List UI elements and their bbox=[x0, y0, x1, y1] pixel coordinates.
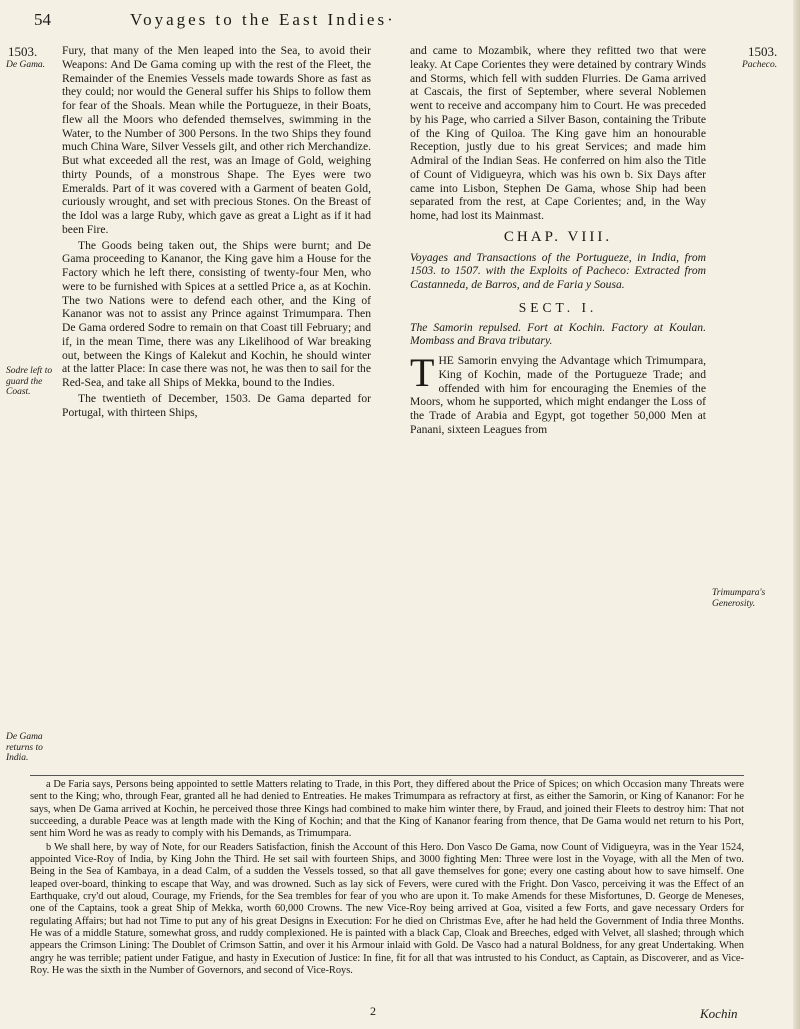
margin-note-de-gama-returns: De Gama returns to India. bbox=[6, 732, 43, 763]
margin-year-right: 1503. bbox=[748, 44, 778, 59]
margin-year-left: 1503. bbox=[8, 44, 38, 59]
right-paragraph-1: and came to Mozambik, where they refitted two that were leaky. At Cape Corientes they were detained by contrary Winds and Storms, which fell with sudden Flurries. De Gama arrived at Cascais, the first of September, where several Noblemen went to receive and accompany him to Court. He was preceded by his Page, who carried a Silver Bason, containing the Tribute of the King of Quiloa. The King gave him an honourable Reception, justly due to his great Services; and made him Admiral of the Indian Seas. He conferred on him also the Title of Count of Vidigueyra, which was his own b. Six Days after came into Lisbon, Stephen De Gama, whose Ship had been separated from the rest, at Cape Corientes; and, in the Way home, had lost its Mainmast. bbox=[410, 44, 706, 222]
margin-note-trimumpara: Trimumpara's Generosity. bbox=[712, 588, 766, 609]
left-column bbox=[62, 44, 371, 419]
section-title: The Samorin repulsed. Fort at Kochin. Factory at Koulan. Mombass and Brava tributary. bbox=[410, 320, 706, 348]
right-column bbox=[410, 44, 706, 437]
footnote-b: b We shall here, by way of Note, for our Readers Satisfaction, finish the Account of this Hero. Don Vasco De Gama, now Count of Vidigueyra, was in the Year 1524, appointed Vice-Roy of India, by King John the Third. He set sail with fourteen Ships, and 3000 fighting Men: Three were lost in the Voyage, with all the Men of two. Being in the Sea of Kambaya, in a dead Calm, of a sudden the Vessels tossed, so that all gave themselves for gone; every one casting about how to save himself. One leaped over-board, thinking to escape that Way, and was drowned. Such as lay sick of Fevers, were cured with the Fright. Don Vasco, perceiving it was the Effect of an Earthquake, cry'd out aloud, Courage, my Friends, for the Sea trembles for fear of you who are upon it. To make Amends for these Misfortunes, D. George de Meneses, one of the Captains, took a great Ship of Mekka, worth 60,000 Crowns. The new Vice-Roy being arrived at Goa, visited a few Forts, and gave necessary Orders for regulating Affairs; but had not Time to put any of his great Designs in Execution: For he died on Christmas Eve, after he had held the Government of India three Months. He was of a middle Stature, somewhat gross, and ruddy complexioned. He is painted with a black Cap, Cloak and Breeches, edged with Velvet, all slashed; through which appears the Crimson Lining: The Doublet of Crimson Sattin, and over it his Armour inlaid with Gold. De Vasco had a natural Boldness, for any great Undertaking. When angry he was terrible; patient under Fatigue, and hasty in Execution of Justice: In fine, fit for all that was intrusted to his Conduct, as Captain, as Discoverer, and as Vice-Roy. He was the sixth in the Number of Governors, and second of Vice-Roys. bbox=[30, 841, 744, 977]
margin-note-pacheco: Pacheco. bbox=[742, 60, 778, 70]
footnote-rule bbox=[30, 775, 744, 776]
signature-mark: 2 bbox=[370, 1004, 376, 1018]
right-paragraph-2 bbox=[410, 350, 706, 437]
catchword: Kochin bbox=[700, 1006, 738, 1021]
chapter-heading: CHAP. VIII. bbox=[503, 228, 613, 245]
left-paragraph-2: The Goods being taken out, the Ships were burnt; and De Gama proceeding to Kananor, the King gave him a House for the Factory which he left there, consisting of twenty-four Men, who were to be furnished with Spices at a settled Price a, as at Kochin. The two Nations were to defend each other, and the King of Kananor was not to assist any Prince against Trimumpara. Then De Gama ordered Sodre to remain on that Coast till February; and if, in the mean Time, there was any Likelihood of War breaking out, between the Kings of Kalekut and Kochin, he should winter at the latter Place: In case there was not, he was then to sail for the Red-Sea, and take all Ships of Mekka, bound to the Indies. bbox=[62, 238, 371, 389]
running-title: Voyages to the East Indies· bbox=[130, 10, 396, 29]
footnotes bbox=[30, 775, 744, 979]
page-edge bbox=[793, 0, 800, 1029]
margin-note-de-gama: De Gama. bbox=[6, 60, 46, 70]
left-paragraph-3: The twentieth of December, 1503. De Gama departed for Portugal, with thirteen Ships, bbox=[62, 391, 371, 419]
right-paragraph-2-text: HE Samorin envying the Advantage which Trimumpara, King of Kochin, made of the Portugueze Trade; and offended with him for encouraging the Enemies of the Moors, whom he supported, which might endanger the Loss of the Trade of Arabia and Egypt, got together 50,000 Men at Panani, sixteen Leagues from bbox=[410, 354, 706, 436]
section-heading: SECT. I. bbox=[518, 299, 598, 315]
margin-note-sodre: Sodre left to guard the Coast. bbox=[6, 366, 53, 397]
left-paragraph-1: Fury, that many of the Men leaped into the Sea, to avoid their Weapons: And De Gama coming up with the rest of the Fleet, the Remainder of the Enemies Vessels made towards Shore as fast as they could; nor would the General suffer his Ships to follow them for fear of the Shoals. Mean while the Portugueze, in their Boats, flew all the Moors who defended themselves, swimming in the Water, to the Number of 300 Persons. In the two Ships they found much China Ware, Silver Vessels gilt, and other rich Merchandize. But what exceeded all the rest, was an Image of Gold, weighing thirty Pounds, of a monstrous Shape. The Eyes were two Emeralds. Part of it was covered with a Garment of beaten Gold, curiously wrought, and set with precious Stones. On the Breast of the Idol was a large Ruby, which gave as great a Light as if it had been Fire. bbox=[62, 44, 371, 236]
page-number: 54 bbox=[34, 10, 51, 29]
running-header bbox=[20, 8, 780, 34]
footnote-a: a De Faria says, Persons being appointed to settle Matters relating to Trade, in this Port, they differed about the Price of Spices; on which Occasion many Threats were sent to the King; who, through Fear, granted all he had denied to Entreaties. He makes Trimumpara as refractory at first, as either the Samorin, or King of Kananor: For he says, when De Gama arrived at Kochin, he perceived those three Kings had combined to make him winter there, by Fraud, and joined their Fleets to destroy him: That not succeeding, a durable Peace was at length made with the King of Kochin; and that the King of Kananor fearing from thence, that De Gama would net return to his Port, sent him Word he was as ready to comply with his Demands, as Trimumpara. bbox=[30, 779, 744, 840]
chapter-title: Voyages and Transactions of the Portugueze, in India, from 1503. to 1507. with the Exploits of Pacheco: Extracted from Castanneda, de Barros, and de Faria y Sousa. bbox=[410, 250, 706, 291]
drop-cap: T bbox=[410, 350, 435, 395]
